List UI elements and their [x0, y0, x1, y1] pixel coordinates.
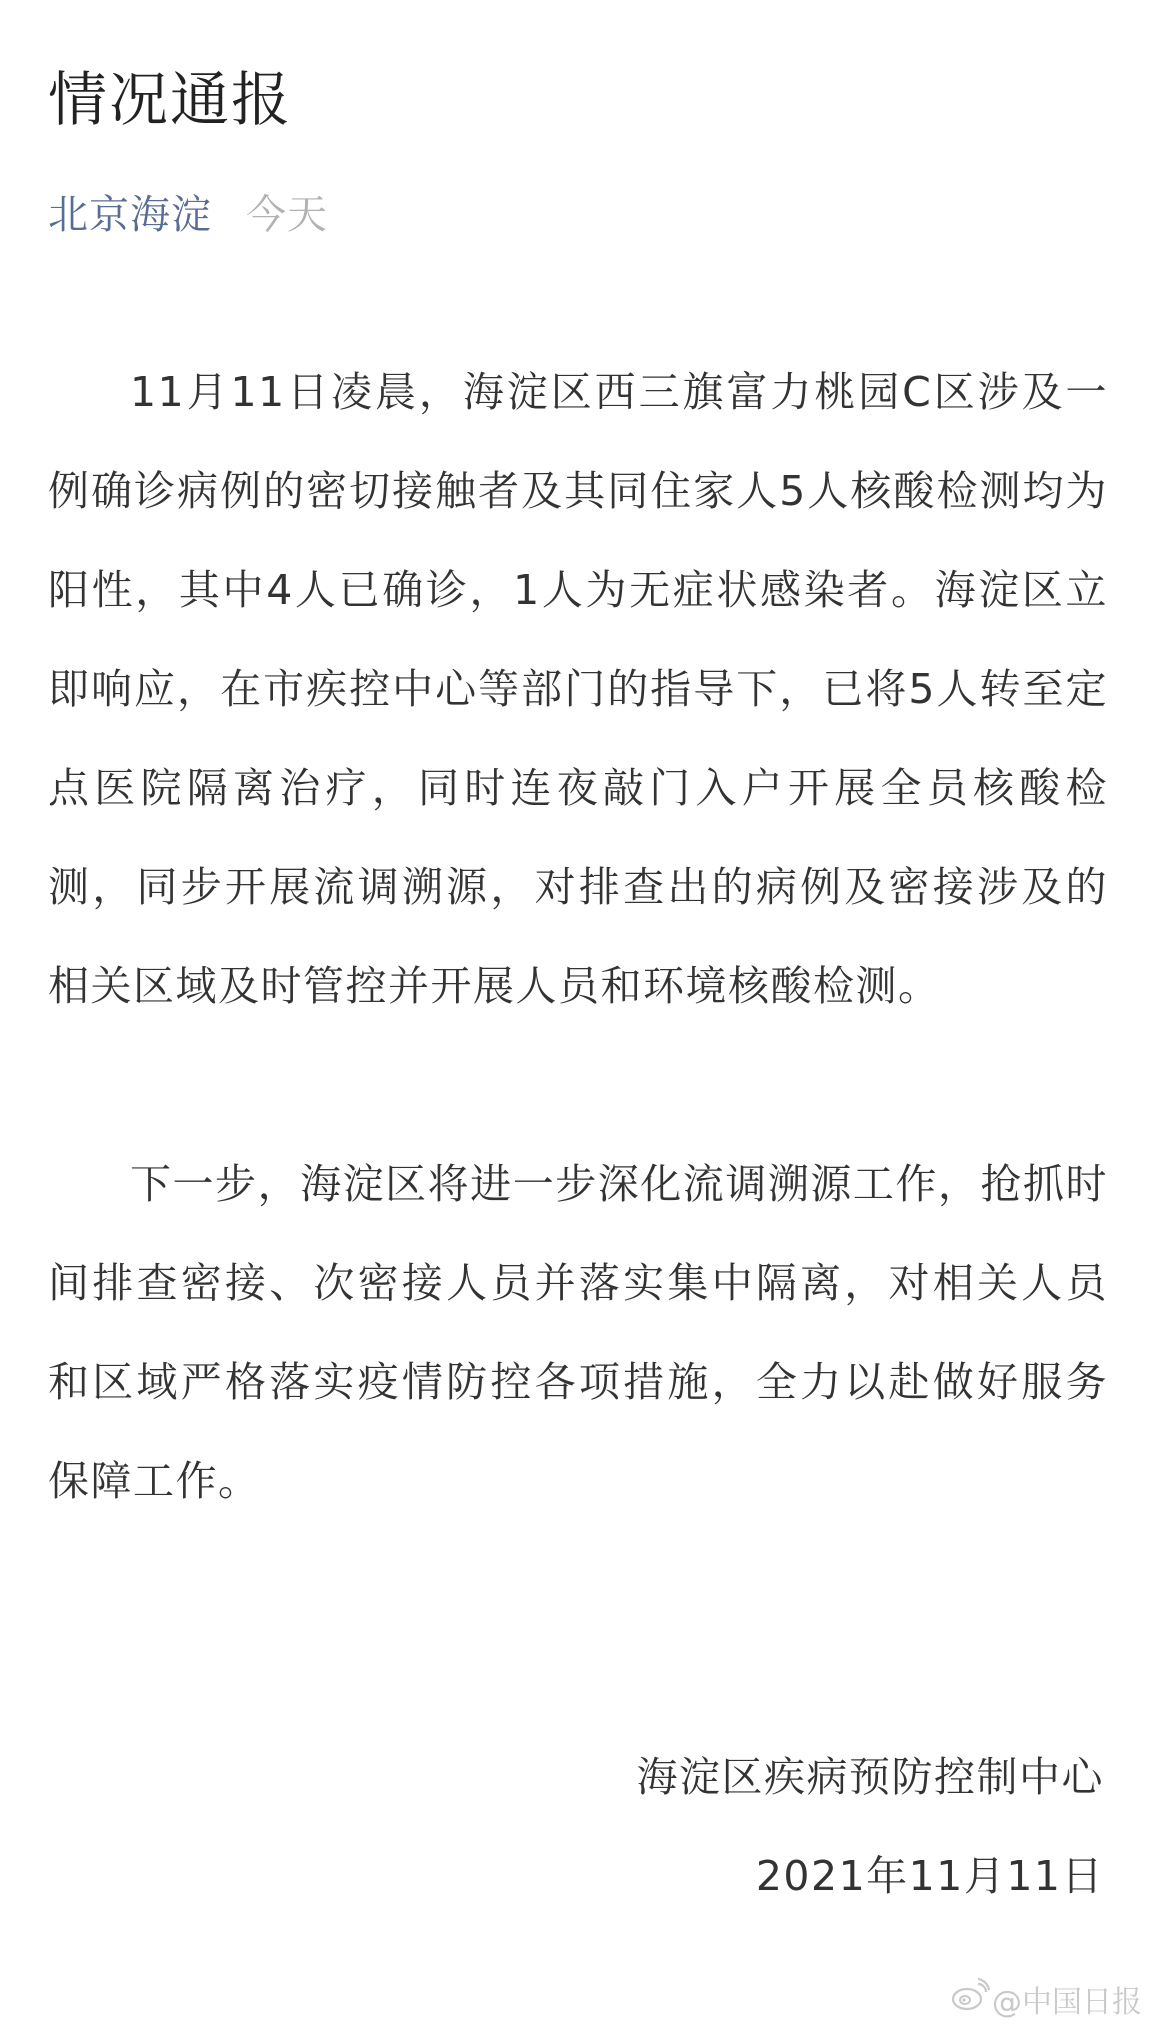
- article-body: [48, 343, 1108, 1531]
- article-meta: [48, 180, 328, 242]
- weibo-icon: [950, 1978, 992, 2020]
- article-title: 情况通报: [48, 65, 293, 134]
- paragraph-2: 下一步，海淀区将进一步深化流调溯源工作，抢抓时间排查密接、次密接人员并落实集中隔离，对相关人员和区域严格落实疫情防控各项措施，全力以赴做好服务保障工作。: [48, 1160, 1108, 1505]
- signature-block: [637, 1728, 1105, 1926]
- signature-org: 海淀区疾病预防控制中心: [636, 1753, 1104, 1801]
- watermark: [950, 1977, 1142, 2021]
- publish-date: 今天: [246, 191, 328, 238]
- watermark-text: @中国日报: [992, 1985, 1142, 2020]
- account-name-link[interactable]: 北京海淀: [48, 191, 212, 238]
- paragraph-1: 11月11日凌晨，海淀区西三旗富力桃园C区涉及一例确诊病例的密切接触者及其同住家人5人核酸检测均为阳性，其中4人已确诊，1人为无症状感染者。海淀区立即响应，在市疾控中心等部门的指导下，已将5人转至定点医院隔离治疗，同时连夜敲门入户开展全员核酸检测，同步开展流调溯源，对排查出的病例及密接涉及的相关区域及时管控并开展人员和环境核酸检测。: [48, 368, 1108, 1010]
- signature-date: 2021年11月11日: [755, 1852, 1104, 1900]
